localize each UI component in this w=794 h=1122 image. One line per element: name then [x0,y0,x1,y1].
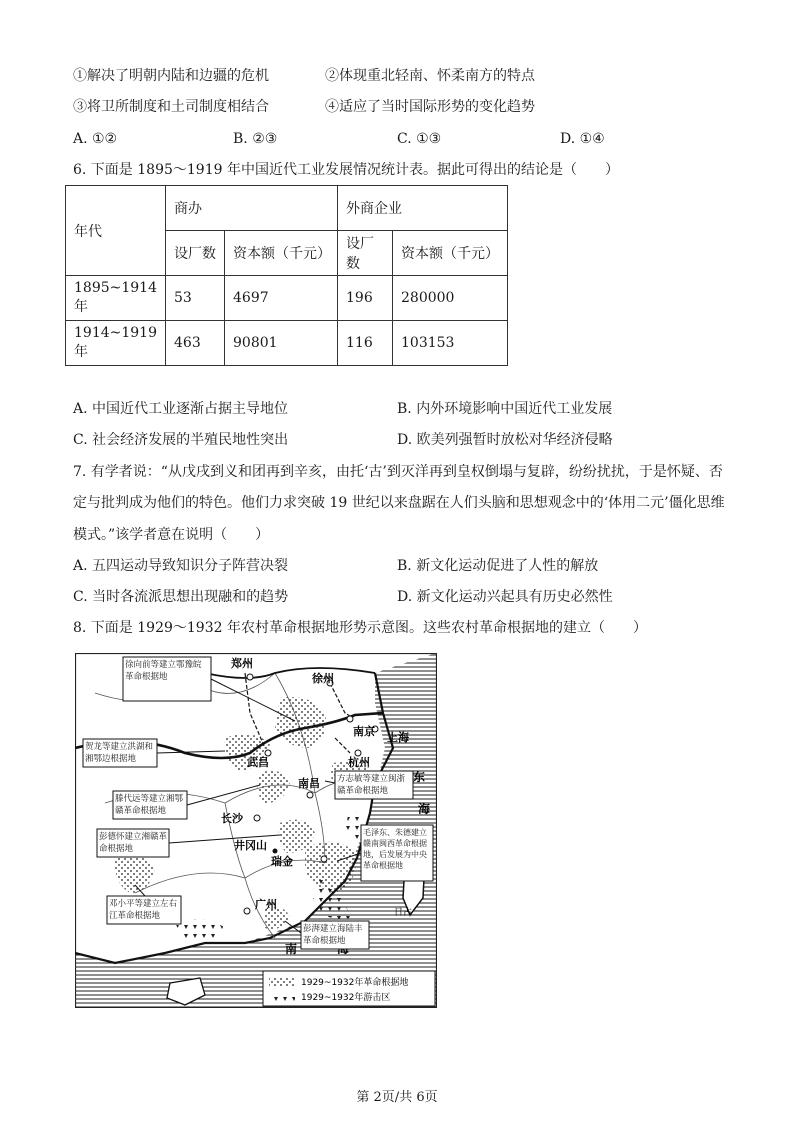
sea-label-nan: 南 [285,942,298,956]
region-label-japan-occupied: 日占 [394,908,413,918]
q6-choice-a[interactable]: A. 中国近代工业逐渐占据主导地位 [73,401,289,417]
city-marker [347,716,353,722]
table-row [66,321,508,366]
q5-option-3: ③将卫所制度和土司制度相结合 [73,99,269,115]
sea-label-hai: 海 [418,802,431,816]
industry-stat-table [65,185,508,366]
base-label-xiangexi: 贺龙等建立洪湖和湘鄂边根据地 [85,742,154,764]
domestic-capital-cell: 90801 [225,321,338,366]
city-marker [273,849,278,854]
q5-option-4: ④适应了当时国际形势的变化趋势 [325,99,535,115]
q5-choice-d[interactable]: D. ①④ [560,131,605,147]
col-year-header: 年代 [66,186,166,276]
q7-stem-line-2: 定与批判成为他们的特色。他们力求突破 19 世纪以来盘踞在人们头脑和思想观念中的‘体用二元’僵化思维 [73,495,725,511]
foreign-factories-cell: 116 [338,321,393,366]
city-label-nanchang: 南昌 [298,777,320,790]
q7-stem-line-1: 7. 有学者说：“从戊戌到义和团再到辛亥，由托‘古’到灭洋再到皇权倒塌与复辟，纷纷扰扰，于是怀疑、否 [73,464,723,480]
domestic-factories-cell: 463 [166,321,225,366]
q5-choice-b[interactable]: B. ②③ [233,131,278,147]
base-label-minzhegan: 方志敏等建立闽浙赣革命根据地 [337,774,406,796]
city-label-ruijin: 瑞金 [271,855,293,868]
city-label-wuchang: 武昌 [247,756,269,769]
q5-choice-a[interactable]: A. ①② [73,131,118,147]
city-label-nanjing: 南京 [353,725,375,738]
q7-choice-d[interactable]: D. 新文化运动兴起具有历史必然性 [397,589,613,605]
q7-choice-c[interactable]: C. 当时各流派思想出现融和的趋势 [73,589,289,605]
q7-choice-a[interactable]: A. 五四运动导致知识分子阵营决裂 [73,558,289,574]
q5-option-2: ②体现重北轻南、怀柔南方的特点 [325,68,535,84]
base-label-central: 毛泽东、朱德建立赣南闽西革命根据地，后发展为中央革命根据地 [363,828,427,870]
q8-stem: 8. 下面是 1929～1932 年农村革命根据地形势示意图。这些农村革命根据地的建立（ ） [73,620,647,636]
legend-triangles-swatch [269,992,295,1001]
base-label-zuoyoujiang: 邓小平等建立左右江革命根据地 [109,899,178,921]
period-cell: 1895~1914 年 [66,276,166,321]
table-row [66,276,508,321]
page-footer: 第 2页/共 6页 [356,1090,438,1105]
foreign-factories-cell: 196 [338,276,393,321]
base-label-xiangegan: 滕代远等建立湘鄂赣革命根据地 [115,794,184,816]
legend-dots-swatch [269,977,295,986]
q5-option-1: ①解决了明朝内陆和边疆的危机 [73,68,269,84]
domestic-factories-cell: 53 [166,276,225,321]
base-label-hailufeng: 彭湃建立海陆丰革命根据地 [303,924,363,946]
base-label-eyuwan: 徐向前等建立鄂豫皖革命根据地 [125,660,202,682]
domestic-group-header: 商办 [166,186,338,231]
q7-stem-line-3: 模式。”该学者意在说明（ ） [73,527,270,543]
city-label-jinggangshan: 井冈山 [234,839,267,852]
city-label-zhengzhou: 郑州 [231,657,253,670]
legend-guerrilla-label: 1929~1932年游击区 [301,993,391,1003]
q6-choice-d[interactable]: D. 欧美列强暂时放松对华经济侵略 [397,432,613,448]
city-marker [307,792,313,798]
q6-choice-c[interactable]: C. 社会经济发展的半殖民地性突出 [73,432,289,448]
domestic-capital-header: 资本额（千元） [225,231,338,276]
foreign-capital-cell: 280000 [393,276,508,321]
foreign-capital-header: 资本额（千元） [393,231,508,276]
city-label-hangzhou: 杭州 [348,756,370,769]
q6-choice-b[interactable]: B. 内外环境影响中国近代工业发展 [397,401,613,417]
city-marker [247,674,253,680]
period-cell: 1914~1919 年 [66,321,166,366]
legend-base-label: 1929~1932年革命根据地 [301,978,409,988]
city-marker [254,815,260,821]
map-legend [263,971,435,1006]
city-label-guangzhou: 广州 [255,898,277,911]
revolutionary-bases-map [75,653,437,1008]
base-callout [325,771,413,799]
city-label-changsha: 长沙 [221,812,243,825]
sea-label-dong: 东 [413,770,426,784]
city-marker [321,856,327,862]
q6-stem: 6. 下面是 1895～1919 年中国近代工业发展情况统计表。据此可得出的结论是（ ） [73,162,619,178]
domestic-capital-cell: 4697 [225,276,338,321]
city-label-shanghai: 上海 [387,731,409,744]
foreign-capital-cell: 103153 [393,321,508,366]
city-marker [244,908,250,914]
city-label-xuzhou: 徐州 [312,672,334,685]
foreign-factories-header: 设厂数 [338,231,393,276]
foreign-group-header: 外商企业 [338,186,508,231]
base-label-xianggan: 彭德怀建立湘赣革命根据地 [99,832,167,854]
domestic-factories-header: 设厂数 [166,231,225,276]
q5-choice-c[interactable]: C. ①③ [397,131,442,147]
q7-choice-b[interactable]: B. 新文化运动促进了人性的解放 [397,558,599,574]
